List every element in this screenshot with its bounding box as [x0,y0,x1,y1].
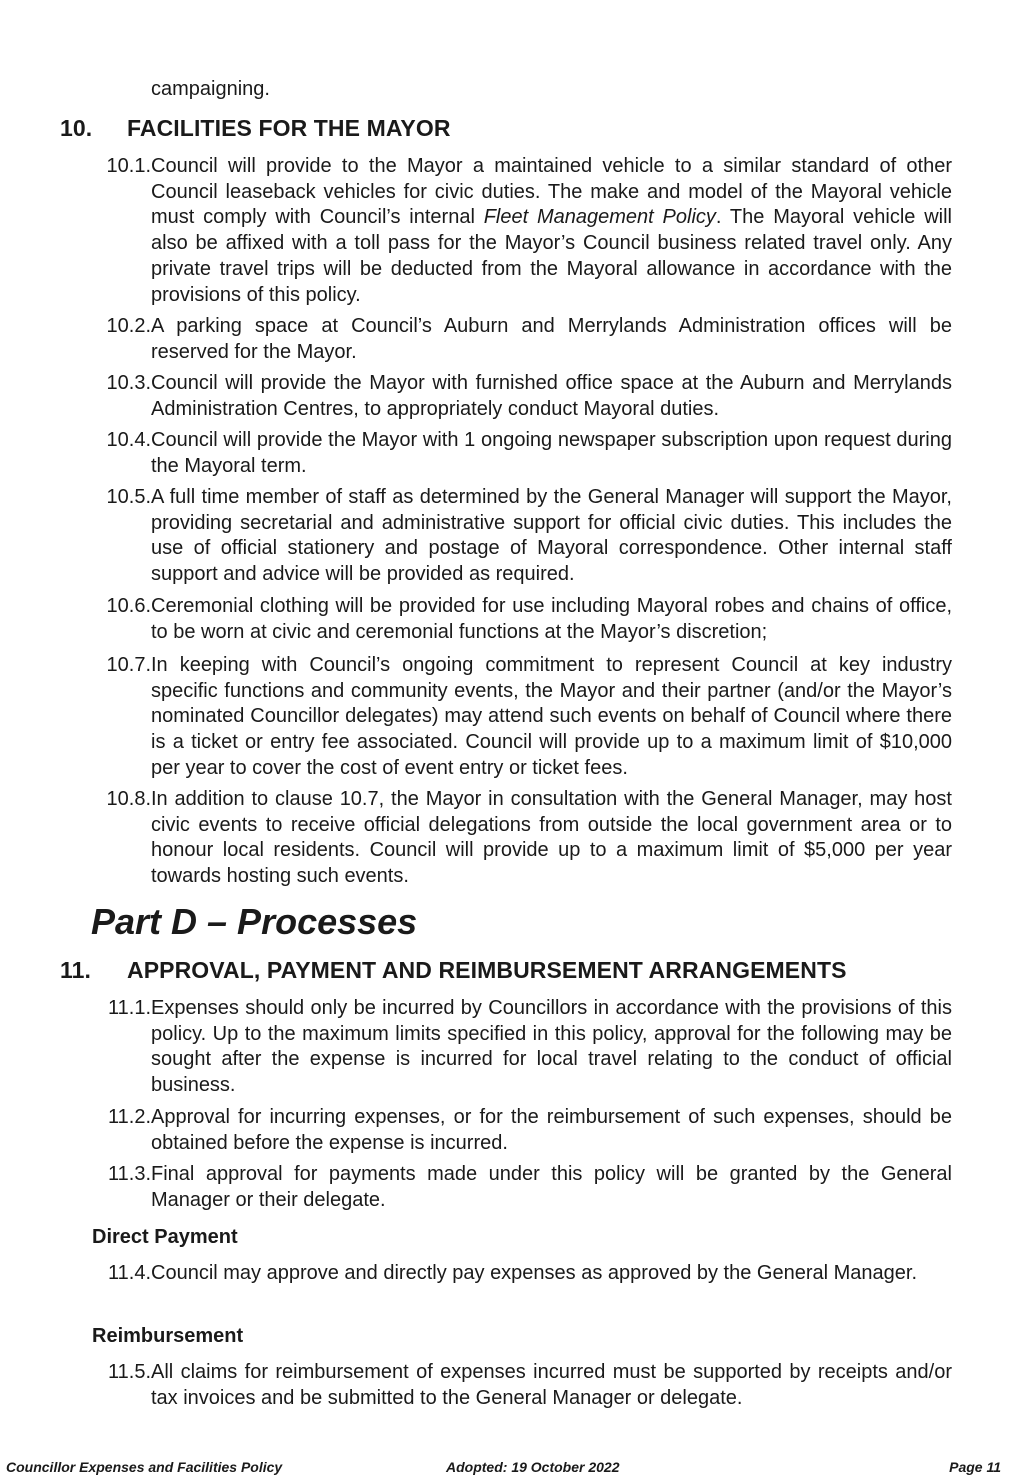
clause-number: 11.2. [108,1106,151,1128]
clause-number: 10.6. [106,595,151,617]
clause-text: In keeping with Council’s ongoing commitment to represent Council at key industry specific functions and community events, the Mayor and their partner (and/or the Mayor’s nominated Councillor delegates) may attend such events on behalf of Council where there is a ticket or entry fee associated. Council will provide up to a maximum limit of $10,000 per year to cover the cost of event entry or ticket fees. [151,654,952,779]
clause-10-7 [99,653,952,782]
clause-number: 11.5. [108,1361,151,1383]
clause-text: Ceremonial clothing will be provided for use including Mayoral robes and chains of office, to be worn at civic and ceremonial functions at the Mayor’s discretion; [151,595,952,643]
clause-10-4 [99,428,952,479]
clause-10-3 [99,371,952,422]
clause-number: 10.1. [106,155,151,177]
clause-10-6 [99,594,952,645]
clause-number: 10.8. [106,788,151,810]
clause-text: A full time member of staff as determined by the General Manager will support the Mayor, providing secretarial and administrative support for official civic duties. This includes the use of official stationery and postage of Mayoral correspondence. Other internal staff support and advice will be provided as required. [151,486,952,586]
part-heading: Part D – Processes [91,901,418,942]
clause-number: 11.1. [108,997,151,1019]
clause-text: Council will provide the Mayor with furnished office space at the Auburn and Merrylands Administration Centres, to appropriately conduct Mayoral duties. [151,372,952,420]
clause-text: A parking space at Council’s Auburn and Merrylands Administration offices will be reserved for the Mayor. [151,315,952,363]
clause-number: 10.5. [106,486,151,508]
clause-text: Council may approve and directly pay expenses as approved by the General Manager. [151,1262,918,1284]
section-title: APPROVAL, PAYMENT AND REIMBURSEMENT ARRANGEMENTS [127,957,847,983]
clause-text [151,154,952,308]
clause-10-8 [99,787,952,890]
clause-11-4 [99,1261,952,1287]
clause-11-3 [99,1162,952,1213]
clause-number: 10.4. [106,429,151,451]
clause-text: Council will provide the Mayor with 1 ongoing newspaper subscription upon request during the Mayoral term. [151,429,952,477]
clause-11-5 [99,1360,952,1411]
clause-number: 10.2. [106,315,151,337]
footer-page-number: Page 11 [949,1459,1001,1475]
clause-text-part: Council will provide to the Mayor a maintained vehicle to a similar standard of other Council leaseback vehicles for civic duties. The make and model of the Mayoral vehicle must comply with Council’s internal [151,155,952,229]
footer-policy-title: Councillor Expenses and Facilities Policy [6,1459,283,1475]
clause-text: Approval for incurring expenses, or for the reimbursement of such expenses, should be obtained before the expense is incurred. [151,1106,952,1154]
clause-text: Expenses should only be incurred by Councillors in accordance with the provisions of this policy. Up to the maximum limits specified in this policy, approval for the following may be sought after the expense is incurred for local travel relating to the conduct of official business. [151,997,952,1097]
footer-adopted-date: Adopted: 19 October 2022 [446,1459,620,1475]
clause-text: Final approval for payments made under this policy will be granted by the General Manager or their delegate. [151,1163,952,1211]
clause-text: All claims for reimbursement of expenses incurred must be supported by receipts and/or tax invoices and be submitted to the General Manager or delegate. [151,1361,952,1409]
clause-number: 10.3. [106,372,151,394]
section-number: 10. [60,115,93,141]
section-number: 11. [60,957,92,983]
section-title: FACILITIES FOR THE MAYOR [127,115,451,141]
clause-10-5 [99,485,952,588]
clause-number: 11.3. [108,1163,151,1185]
clause-10-1 [99,154,952,308]
clause-11-2 [99,1105,952,1156]
clause-10-2 [99,314,952,365]
section-11-heading [60,956,847,984]
clause-number: 10.7. [106,654,151,676]
subheading-direct-payment: Direct Payment [92,1226,238,1248]
continuation-text: campaigning. [151,78,270,100]
policy-name-emphasis: Fleet Management Policy [483,206,716,229]
section-10-heading [60,114,451,142]
clause-11-1 [99,996,952,1099]
subheading-reimbursement: Reimbursement [92,1325,244,1347]
clause-number: 11.4. [108,1262,151,1284]
clause-text: In addition to clause 10.7, the Mayor in consultation with the General Manager, may host civic events to receive official delegations from outside the local government area or to honour local residents. Council will provide up to a maximum limit of $5,000 per year towards hosting such events. [151,788,952,888]
clause-text-part: . The Mayoral vehicle will also be affixed with a toll pass for the Mayor’s Council business related travel only. Any private travel trips will be deducted from the Mayoral allowance in accordance with the provisions of this policy. [151,206,952,306]
